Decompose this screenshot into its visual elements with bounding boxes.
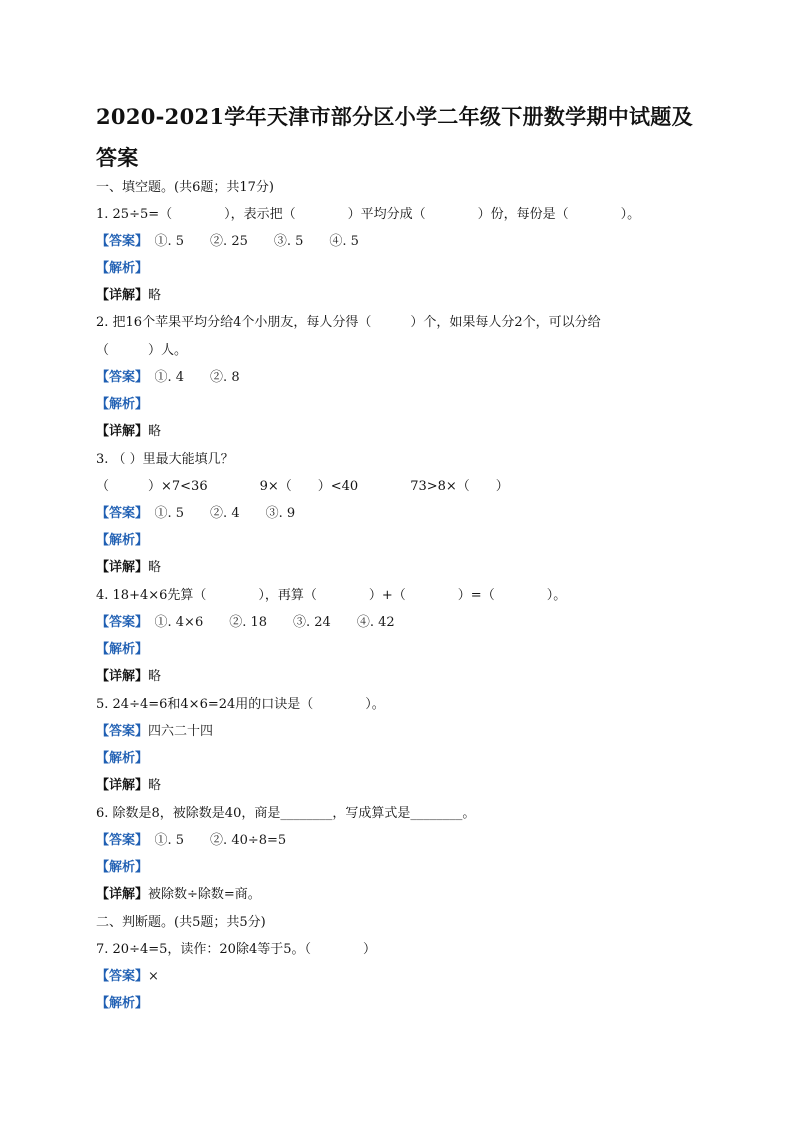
question-3-detail: 略 [148,560,162,575]
question-1-answer: ①. 5 ②. 25 ③. 5 ④. 5 [141,234,359,249]
question-3-answer: ①. 5 ②. 4 ③. 9 [141,506,296,521]
analysis-label: 【解析】 [96,261,149,276]
question-7-answer-row [96,967,159,987]
analysis-label: 【解析】 [96,642,149,657]
question-6-answer: ①. 5 ②. 40÷8=5 [141,833,287,848]
detail-label: 【详解】 [96,288,149,303]
detail-label: 【详解】 [96,887,149,902]
question-1-detail: 略 [148,288,162,303]
question-2-text-cont: （ ）人。 [96,343,188,358]
question-2-answer-row [96,368,240,388]
question-3-analysis-row [96,531,148,551]
question-3-detail-row [96,558,161,578]
question-2-analysis-row [96,395,148,415]
answer-label: 【答案】 [96,506,142,521]
question-3-text-cont: （ ）×7<36 9×（ ）<40 73>8×（ ） [96,479,509,494]
question-4-analysis-row [96,640,148,660]
question-7-analysis-row [96,994,148,1014]
answer-label: 【答案】 [96,724,149,739]
question-5-answer: 四六二十四 [148,724,214,739]
detail-label: 【详解】 [96,669,149,684]
question-4-answer-row [96,613,395,633]
question-4-text: 4. 18+4×6先算（ ），再算（ ）+（ ）=（ ）。 [96,588,567,603]
analysis-label: 【解析】 [96,860,149,875]
question-7-text: 7. 20÷4=5，读作：20除4等于5。（ ） [96,942,376,957]
answer-label: 【答案】 [96,370,142,385]
question-6-analysis-row [96,858,148,878]
detail-label: 【详解】 [96,560,149,575]
question-1-answer-row [96,232,359,252]
question-5-answer-row [96,722,213,742]
answer-label: 【答案】 [96,969,149,984]
question-5-detail-row [96,776,161,796]
question-7-answer: × [148,969,159,984]
answer-label: 【答案】 [96,234,142,249]
detail-label: 【详解】 [96,778,149,793]
question-4-detail: 略 [148,669,162,684]
question-3-text: 3. （ ）里最大能填几？ [96,452,234,467]
analysis-label: 【解析】 [96,397,149,412]
question-4-detail-row [96,667,161,687]
question-5-analysis-row [96,749,148,769]
analysis-label: 【解析】 [96,751,149,766]
document-title: 2020-2021学年天津市部分区小学二年级下册数学期中试题及答案 [96,104,693,170]
question-1-text: 1. 25÷5=（ ），表示把（ ）平均分成（ ）份，每份是（ ）。 [96,207,641,222]
question-6-detail-row [96,885,261,905]
question-5-detail: 略 [148,778,162,793]
answer-label: 【答案】 [96,833,142,848]
question-1-analysis-row [96,259,148,279]
question-4-answer: ①. 4×6 ②. 18 ③. 24 ④. 42 [141,615,395,630]
question-2-text: 2. 把16个苹果平均分给4个小朋友，每人分得（ ）个，如果每人分2个，可以分给 [96,315,601,330]
answer-label: 【答案】 [96,615,142,630]
analysis-label: 【解析】 [96,533,149,548]
detail-label: 【详解】 [96,424,149,439]
question-2-detail-row [96,422,161,442]
analysis-label: 【解析】 [96,996,149,1011]
question-5-text: 5. 24÷4=6和4×6=24用的口诀是（ ）。 [96,697,385,712]
section-heading-fill-in: 一、填空题。(共6题；共17分) [96,180,274,195]
question-2-answer: ①. 4 ②. 8 [141,370,240,385]
question-6-answer-row [96,831,286,851]
section-heading-true-false: 二、判断题。(共5题；共5分) [96,915,266,930]
question-6-detail: 被除数÷除数=商。 [148,887,261,902]
question-1-detail-row [96,286,161,306]
question-2-detail: 略 [148,424,162,439]
question-6-text: 6. 除数是8，被除数是40，商是________，写成算式是________。 [96,806,476,821]
question-3-answer-row [96,504,295,524]
